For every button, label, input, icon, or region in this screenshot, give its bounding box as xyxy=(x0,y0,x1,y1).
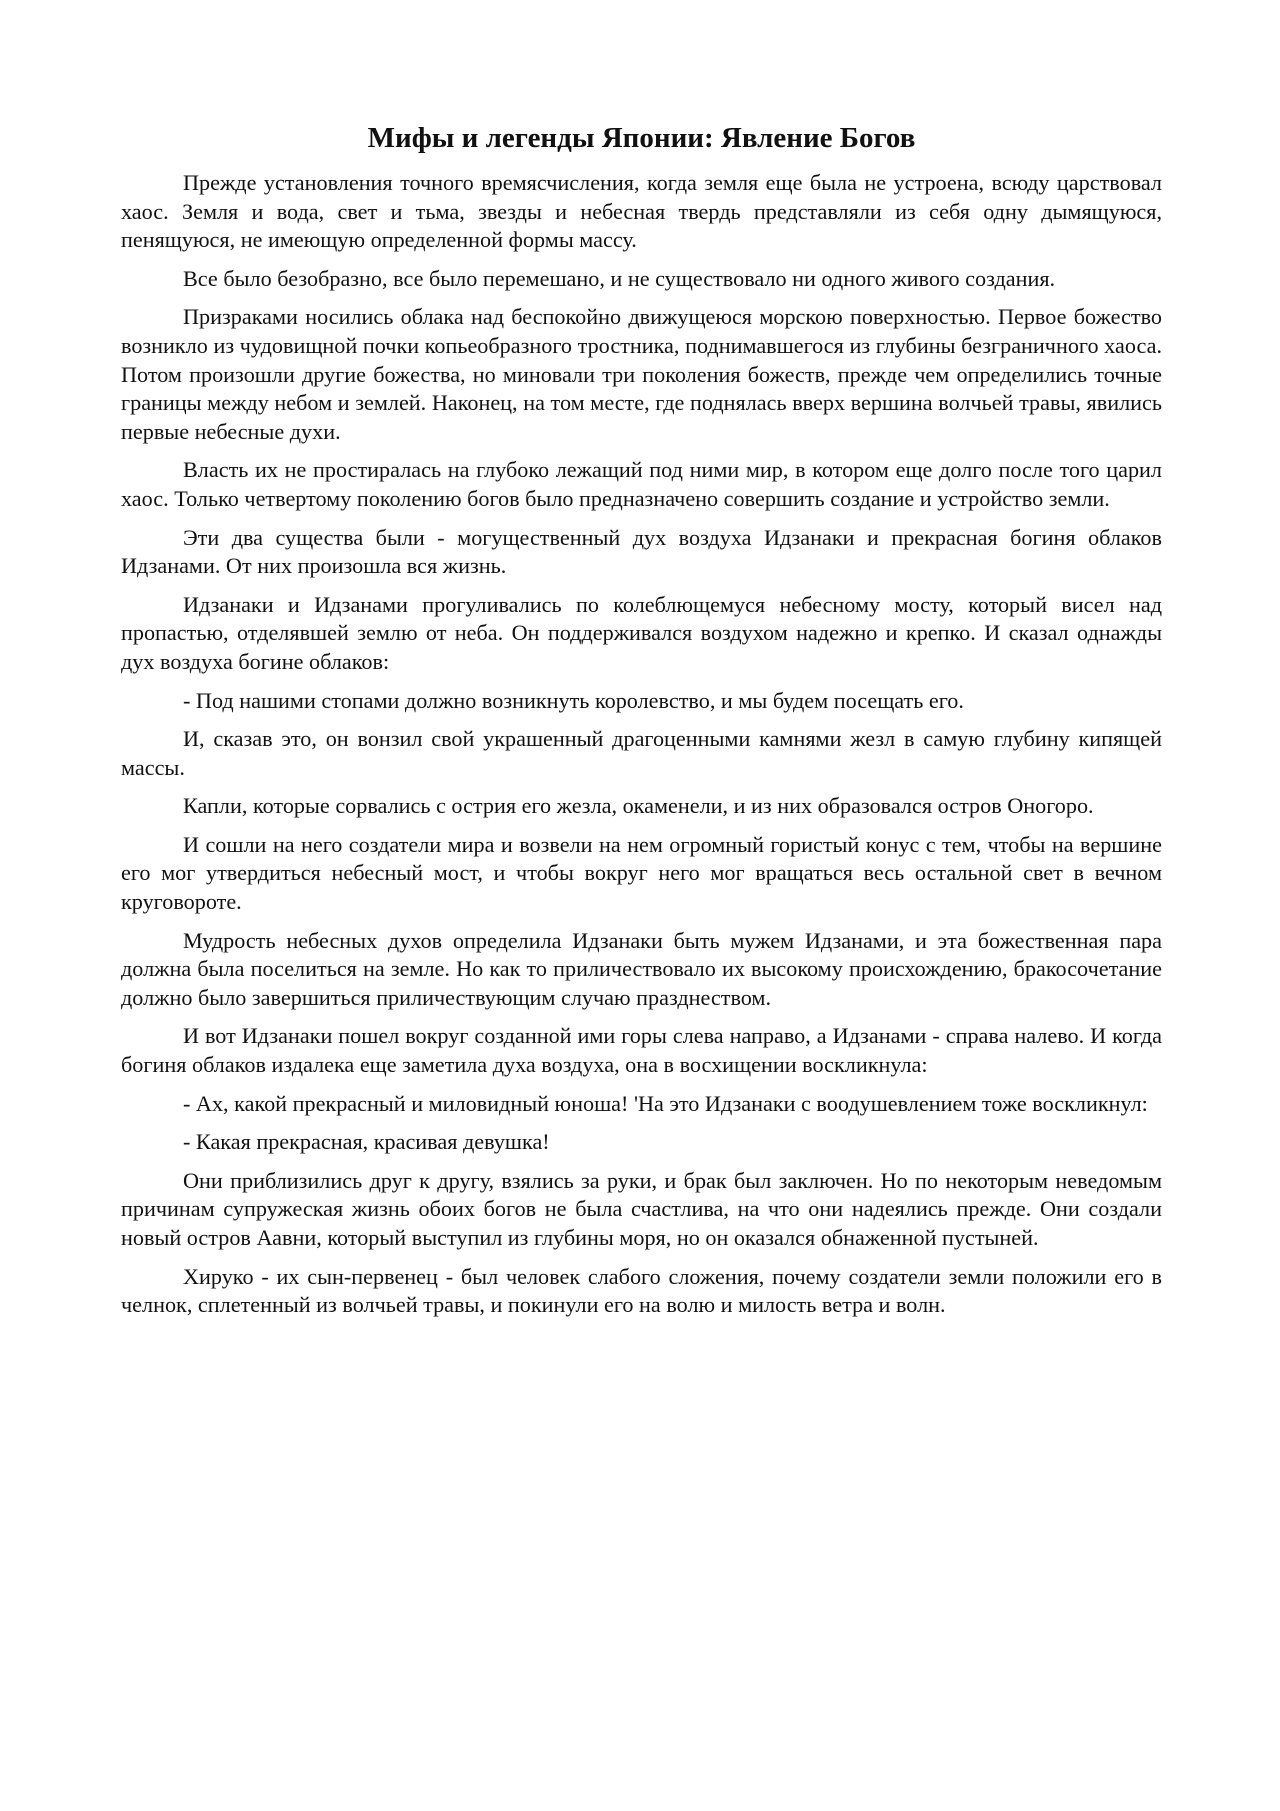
document-body xyxy=(121,118,1162,1330)
paragraph-13: - Ах, какой прекрасный и миловидный юноша! 'На это Идзанаки с воодушевлением тоже воскликнул: xyxy=(183,1090,1148,1116)
paragraph-5: Эти два существа были - могущественный дух воздуха Идзанаки и прекрасная богиня облаков Идзанами. От них произошла вся жизнь. xyxy=(121,524,1162,579)
paragraph-10: И сошли на него создатели мира и возвели на нем огромный гористый конус с тем, чтобы на вершине его мог утвердиться небесный мост, и чтобы вокруг него мог вращаться весь остальной свет в вечном круговороте. xyxy=(121,831,1162,915)
paragraph-2: Все было безобразно, все было перемешано, и не существовало ни одного живого создания. xyxy=(183,265,1056,291)
paragraph-14: - Какая прекрасная, красивая девушка! xyxy=(183,1129,550,1155)
document-title: Мифы и легенды Японии: Явление Богов xyxy=(367,122,916,154)
paragraph-6: Идзанаки и Идзанами прогуливались по колеблющемуся небесному мосту, который висел над пропастью, отделявшей землю от неба. Он поддерживался воздухом надежно и крепко. И сказал однажды дух воздуха богине облаков: xyxy=(121,591,1162,674)
paragraph-15: Они приблизились друг к другу, взялись за руки, и брак был заключен. Но по некоторым неведомым причинам супружеская жизнь обоих богов не была счастлива, на что они надеялись прежде. Они создали новый остров Аавни, который выступил из глубины моря, но он оказался обнаженной пустыней. xyxy=(121,1167,1162,1250)
paragraph-7: - Под нашими стопами должно возникнуть королевство, и мы будем посещать его. xyxy=(183,687,964,713)
paragraph-11: Мудрость небесных духов определила Идзанаки быть мужем Идзанами, и эта божественная пара должна была поселиться на земле. Но как то приличествовало их высокому происхождению, бракосочетание должно было завершиться приличествующим случаю празднеством. xyxy=(121,927,1162,1010)
paragraph-12: И вот Идзанаки пошел вокруг созданной ими горы слева направо, а Идзанами - справа налево. И когда богиня облаков издалека еще заметила духа воздуха, она в восхищении воскликнула: xyxy=(121,1023,1162,1078)
paragraph-16: Хируко - их сын-первенец - был человек слабого сложения, почему создатели земли положили его в челнок, сплетенный из волчьей травы, и покинули его на волю и милость ветра и волн. xyxy=(121,1263,1162,1318)
paragraph-4: Власть их не простиралась на глубоко лежащий под ними мир, в котором еще долго после того царил хаос. Только четвертому поколению богов было предназначено совершить создание и устройство земли. xyxy=(121,457,1162,511)
paragraph-8: И, сказав это, он вонзил свой украшенный драгоценными камнями жезл в самую глубину кипящей массы. xyxy=(121,726,1162,780)
paragraph-1: Прежде установления точного времясчисления, когда земля еще была не устроена, всюду царствовал хаос. Земля и вода, свет и тьма, звезды и небесная твердь представляли из себя одну дымящуюся, пенящуюся, не имеющую определенной формы массу. xyxy=(121,170,1162,253)
paragraph-3: Призраками носились облака над беспокойно движущеюся морскою поверхностью. Первое божество возникло из чудовищной почки копьеобразного тростника, поднимавшегося из глубины безграничного хаоса. Потом произошли другие божества, но миновали три поколения божеств, прежде чем определились точные границы между небом и землей. Наконец, на том месте, где поднялась вверх вершина волчьей травы, явились первые небесные духи. xyxy=(121,304,1162,444)
paragraph-9: Капли, которые сорвались с острия его жезла, окаменели, и из них образовался остров Оногоро. xyxy=(183,793,1094,819)
